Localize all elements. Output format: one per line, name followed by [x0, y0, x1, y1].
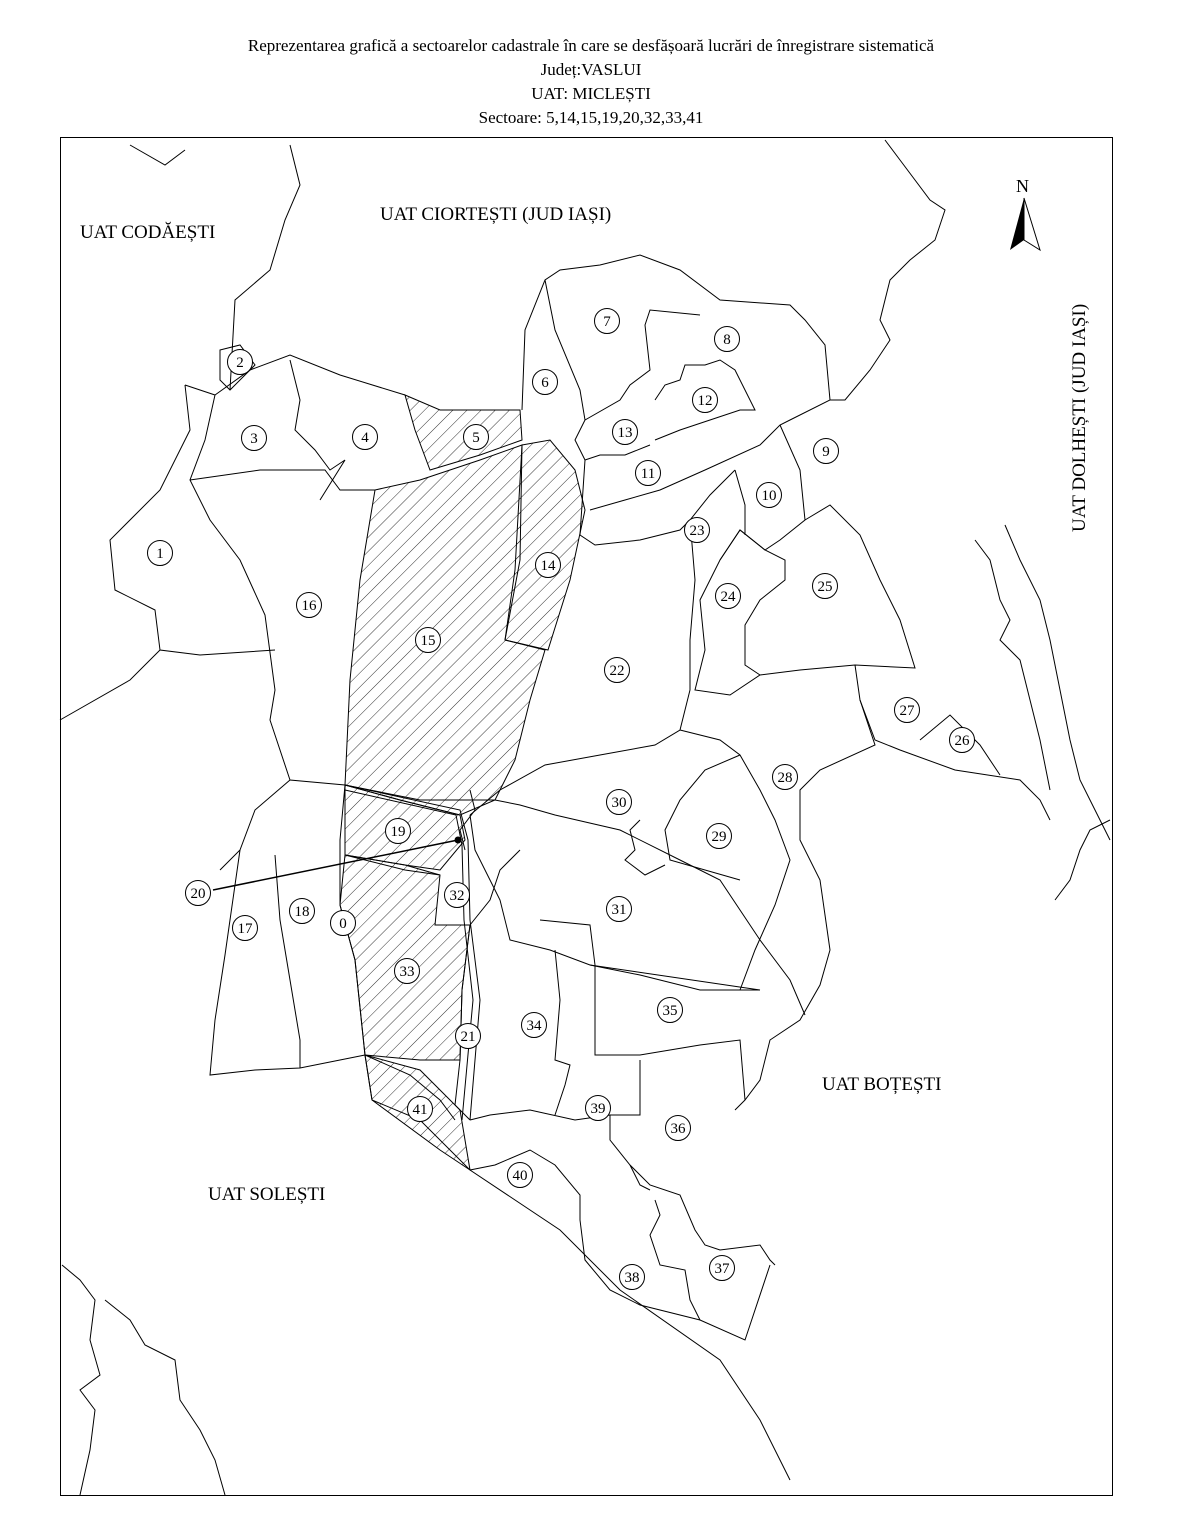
sector-label-27 — [895, 698, 920, 723]
sector-label-23 — [685, 518, 710, 543]
sector-number: 26 — [954, 733, 970, 749]
sector-label-36 — [666, 1116, 691, 1141]
sector-label-14 — [536, 553, 561, 578]
sector-label-9 — [814, 439, 839, 464]
sector-label-7 — [595, 309, 620, 334]
sector-number: 9 — [822, 444, 830, 460]
sector-label-17 — [233, 916, 258, 941]
sector-number: 38 — [624, 1270, 640, 1286]
hatched-areas — [340, 395, 585, 1170]
sector-number: 24 — [720, 589, 736, 605]
sector-label-19 — [386, 819, 411, 844]
sector-label-35 — [658, 998, 683, 1023]
sector-number: 19 — [390, 824, 406, 840]
neighbor-botesti: UAT BOȚEȘTI — [822, 1074, 942, 1095]
sector-number: 21 — [460, 1029, 476, 1045]
sector-label-31 — [607, 897, 632, 922]
map-title: Reprezentarea grafică a sectoarelor cadastrale în care se desfășoară lucrări de înregistrare sistematică — [247, 36, 935, 55]
sector-number: 20 — [190, 886, 206, 902]
sector-number: 3 — [250, 431, 258, 447]
sector-number: 14 — [540, 558, 556, 574]
sector-label-13 — [613, 420, 638, 445]
sector-label-5 — [464, 425, 489, 450]
sector-number: 10 — [761, 488, 777, 504]
sector-label-25 — [813, 574, 838, 599]
sector-label-38 — [620, 1265, 645, 1290]
sectors-line: Sectoare: 5,14,15,19,20,32,33,41 — [478, 108, 704, 127]
sector-number: 23 — [689, 523, 705, 539]
sector-number: 2 — [236, 355, 244, 371]
sector-label-2 — [228, 350, 253, 375]
sector-number: 32 — [449, 888, 465, 904]
sector-number: 33 — [399, 964, 415, 980]
sector-number: 30 — [611, 795, 627, 811]
sector-number: 37 — [714, 1261, 730, 1277]
sector-label-39 — [586, 1096, 611, 1121]
sector-number: 13 — [617, 425, 633, 441]
sector-number: 5 — [472, 430, 480, 446]
sector-label-24 — [716, 584, 741, 609]
sector-label-4 — [353, 425, 378, 450]
sector-number: 28 — [777, 770, 793, 786]
sector-label-3 — [242, 426, 267, 451]
sector-label-34 — [522, 1013, 547, 1038]
uat-line: UAT: MICLEȘTI — [531, 84, 651, 103]
sector-number: 6 — [541, 375, 549, 391]
sector-number: 22 — [609, 663, 625, 679]
neighbor-codaesti: UAT CODĂEȘTI — [80, 222, 216, 243]
sector-label-0 — [331, 911, 356, 936]
sector-number: 16 — [301, 598, 317, 614]
sector-label-10 — [757, 483, 782, 508]
sector-number: 27 — [899, 703, 915, 719]
sector-label-21 — [456, 1024, 481, 1049]
sector-number: 0 — [339, 916, 347, 932]
sector-label-33 — [395, 959, 420, 984]
sector-number: 11 — [640, 466, 656, 482]
sector-label-40 — [508, 1163, 533, 1188]
sector-number: 34 — [526, 1018, 542, 1034]
sector-number: 1 — [156, 546, 164, 562]
sector-number: 36 — [670, 1121, 686, 1137]
sector-number: 4 — [361, 430, 369, 446]
sector-number: 40 — [512, 1168, 528, 1184]
sector-number: 8 — [723, 332, 731, 348]
sector-number: 17 — [237, 921, 253, 937]
sector-label-1 — [148, 541, 173, 566]
sector-number: 25 — [817, 579, 833, 595]
north-arrow-icon — [1010, 176, 1040, 250]
north-label: N — [1016, 176, 1029, 196]
sector-label-41 — [408, 1097, 433, 1122]
sector-label-16 — [297, 593, 322, 618]
sector-label-26 — [950, 728, 975, 753]
sector-label-32 — [445, 883, 470, 908]
sector-label-6 — [533, 370, 558, 395]
sector-label-29 — [707, 824, 732, 849]
sector-label-22 — [605, 658, 630, 683]
sector-number: 31 — [611, 902, 627, 918]
sector-label-12 — [693, 388, 718, 413]
sector-number: 12 — [697, 393, 713, 409]
sector-number: 18 — [294, 904, 310, 920]
sector-label-30 — [607, 790, 632, 815]
sector-boundaries — [60, 140, 1110, 1495]
sector-number: 39 — [590, 1101, 606, 1117]
sector-number: 7 — [603, 314, 611, 330]
sector-label-28 — [773, 765, 798, 790]
sector-number: 29 — [711, 829, 727, 845]
sector-label-11 — [636, 461, 661, 486]
neighbor-solesti: UAT SOLEȘTI — [208, 1184, 326, 1205]
sector-label-37 — [710, 1256, 735, 1281]
sector-label-8 — [715, 327, 740, 352]
county-line: Județ:VASLUI — [540, 60, 642, 79]
neighbor-dolhesti: UAT DOLHEȘTI (JUD IAȘI) — [1069, 303, 1090, 532]
sector-number: 41 — [412, 1102, 428, 1118]
sector-number: 35 — [662, 1003, 678, 1019]
sector-label-18 — [290, 899, 315, 924]
neighbor-ciortesti: UAT CIORTEȘTI (JUD IAȘI) — [380, 204, 612, 225]
sector-label-20 — [186, 881, 211, 906]
sector-label-15 — [416, 628, 441, 653]
sector-number: 15 — [420, 633, 436, 649]
